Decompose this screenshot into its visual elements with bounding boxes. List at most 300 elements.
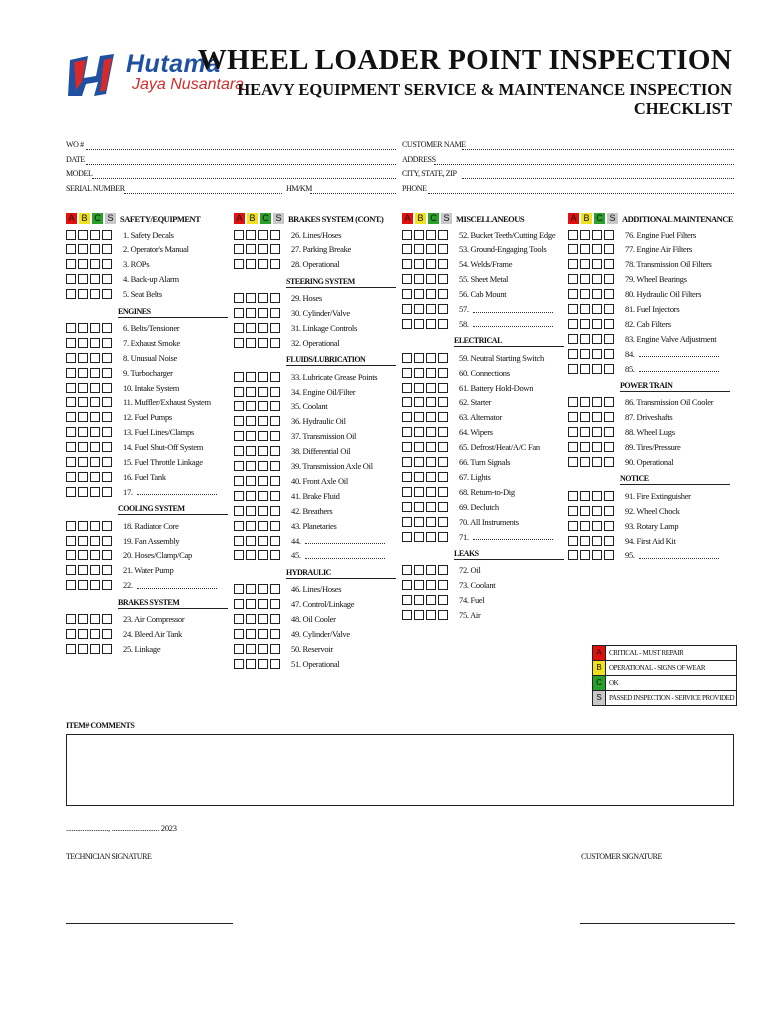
- checkbox-s[interactable]: [438, 595, 448, 605]
- checkbox-s[interactable]: [102, 457, 112, 467]
- blank-entry-line[interactable]: [305, 552, 385, 559]
- checkbox-s[interactable]: [270, 476, 280, 486]
- checkbox-s[interactable]: [604, 230, 614, 240]
- checkbox-b[interactable]: [414, 244, 424, 254]
- checkbox-a[interactable]: [234, 308, 244, 318]
- checkbox-a[interactable]: [66, 323, 76, 333]
- checkbox-s[interactable]: [270, 323, 280, 333]
- checkbox-a[interactable]: [568, 259, 578, 269]
- checkbox-a[interactable]: [402, 502, 412, 512]
- checkbox-a[interactable]: [402, 517, 412, 527]
- checkbox-a[interactable]: [234, 536, 244, 546]
- address-field[interactable]: [434, 164, 734, 165]
- checkbox-b[interactable]: [246, 401, 256, 411]
- checkbox-b[interactable]: [414, 472, 424, 482]
- blank-entry-line[interactable]: [137, 488, 217, 495]
- checkbox-c[interactable]: [592, 442, 602, 452]
- checkbox-b[interactable]: [78, 368, 88, 378]
- checkbox-c[interactable]: [90, 629, 100, 639]
- checkbox-b[interactable]: [414, 383, 424, 393]
- checkbox-s[interactable]: [270, 244, 280, 254]
- checkbox-c[interactable]: [90, 338, 100, 348]
- checkbox-a[interactable]: [234, 599, 244, 609]
- checkbox-b[interactable]: [246, 259, 256, 269]
- checkbox-s[interactable]: [270, 599, 280, 609]
- checkbox-c[interactable]: [426, 368, 436, 378]
- checkbox-s[interactable]: [270, 293, 280, 303]
- checkbox-c[interactable]: [90, 230, 100, 240]
- checkbox-b[interactable]: [78, 259, 88, 269]
- blank-entry-line[interactable]: [639, 365, 719, 372]
- checkbox-a[interactable]: [66, 427, 76, 437]
- checkbox-c[interactable]: [258, 372, 268, 382]
- checkbox-a[interactable]: [234, 431, 244, 441]
- checkbox-s[interactable]: [102, 442, 112, 452]
- checkbox-a[interactable]: [568, 304, 578, 314]
- checkbox-b[interactable]: [414, 230, 424, 240]
- checkbox-c[interactable]: [258, 536, 268, 546]
- checkbox-b[interactable]: [246, 476, 256, 486]
- checkbox-s[interactable]: [438, 487, 448, 497]
- checkbox-b[interactable]: [580, 412, 590, 422]
- checkbox-b[interactable]: [580, 457, 590, 467]
- checkbox-b[interactable]: [580, 349, 590, 359]
- checkbox-b[interactable]: [246, 584, 256, 594]
- model-field[interactable]: [92, 178, 396, 179]
- checkbox-c[interactable]: [90, 487, 100, 497]
- checkbox-b[interactable]: [78, 521, 88, 531]
- checkbox-a[interactable]: [234, 387, 244, 397]
- checkbox-s[interactable]: [604, 259, 614, 269]
- checkbox-a[interactable]: [568, 457, 578, 467]
- checkbox-s[interactable]: [270, 308, 280, 318]
- checkbox-s[interactable]: [102, 580, 112, 590]
- blank-entry-line[interactable]: [639, 350, 719, 357]
- checkbox-s[interactable]: [270, 584, 280, 594]
- checkbox-c[interactable]: [592, 397, 602, 407]
- checkbox-a[interactable]: [234, 259, 244, 269]
- checkbox-a[interactable]: [234, 644, 244, 654]
- serial-field[interactable]: [124, 193, 282, 194]
- checkbox-c[interactable]: [258, 584, 268, 594]
- checkbox-c[interactable]: [258, 308, 268, 318]
- checkbox-s[interactable]: [102, 412, 112, 422]
- checkbox-c[interactable]: [592, 259, 602, 269]
- checkbox-a[interactable]: [66, 383, 76, 393]
- checkbox-c[interactable]: [426, 565, 436, 575]
- checkbox-c[interactable]: [90, 536, 100, 546]
- checkbox-c[interactable]: [426, 259, 436, 269]
- checkbox-s[interactable]: [270, 536, 280, 546]
- checkbox-b[interactable]: [580, 442, 590, 452]
- checkbox-c[interactable]: [426, 244, 436, 254]
- checkbox-s[interactable]: [270, 461, 280, 471]
- checkbox-b[interactable]: [580, 427, 590, 437]
- checkbox-b[interactable]: [246, 644, 256, 654]
- checkbox-b[interactable]: [414, 502, 424, 512]
- checkbox-c[interactable]: [90, 457, 100, 467]
- checkbox-b[interactable]: [246, 372, 256, 382]
- checkbox-s[interactable]: [270, 338, 280, 348]
- checkbox-b[interactable]: [414, 319, 424, 329]
- checkbox-s[interactable]: [604, 319, 614, 329]
- checkbox-a[interactable]: [66, 580, 76, 590]
- checkbox-s[interactable]: [102, 338, 112, 348]
- checkbox-a[interactable]: [66, 353, 76, 363]
- checkbox-a[interactable]: [568, 289, 578, 299]
- checkbox-c[interactable]: [426, 442, 436, 452]
- checkbox-s[interactable]: [270, 446, 280, 456]
- checkbox-a[interactable]: [568, 427, 578, 437]
- checkbox-a[interactable]: [402, 304, 412, 314]
- checkbox-a[interactable]: [66, 565, 76, 575]
- checkbox-b[interactable]: [580, 304, 590, 314]
- customer-signature-line[interactable]: [580, 923, 735, 924]
- checkbox-b[interactable]: [78, 427, 88, 437]
- checkbox-a[interactable]: [402, 230, 412, 240]
- checkbox-s[interactable]: [270, 644, 280, 654]
- checkbox-s[interactable]: [604, 506, 614, 516]
- checkbox-b[interactable]: [414, 427, 424, 437]
- blank-entry-line[interactable]: [305, 537, 385, 544]
- checkbox-c[interactable]: [258, 387, 268, 397]
- checkbox-b[interactable]: [246, 416, 256, 426]
- checkbox-c[interactable]: [90, 397, 100, 407]
- checkbox-s[interactable]: [604, 536, 614, 546]
- checkbox-a[interactable]: [568, 364, 578, 374]
- checkbox-c[interactable]: [90, 244, 100, 254]
- checkbox-b[interactable]: [78, 472, 88, 482]
- checkbox-b[interactable]: [78, 550, 88, 560]
- checkbox-b[interactable]: [78, 580, 88, 590]
- checkbox-a[interactable]: [568, 319, 578, 329]
- checkbox-a[interactable]: [66, 230, 76, 240]
- checkbox-a[interactable]: [402, 427, 412, 437]
- checkbox-b[interactable]: [78, 244, 88, 254]
- checkbox-s[interactable]: [604, 349, 614, 359]
- checkbox-a[interactable]: [66, 536, 76, 546]
- checkbox-b[interactable]: [580, 491, 590, 501]
- phone-field[interactable]: [428, 193, 734, 194]
- checkbox-a[interactable]: [402, 472, 412, 482]
- checkbox-s[interactable]: [438, 274, 448, 284]
- checkbox-b[interactable]: [78, 442, 88, 452]
- checkbox-b[interactable]: [580, 397, 590, 407]
- checkbox-b[interactable]: [246, 461, 256, 471]
- checkbox-b[interactable]: [580, 230, 590, 240]
- checkbox-s[interactable]: [102, 521, 112, 531]
- checkbox-s[interactable]: [438, 532, 448, 542]
- checkbox-a[interactable]: [66, 457, 76, 467]
- checkbox-a[interactable]: [568, 349, 578, 359]
- checkbox-b[interactable]: [78, 397, 88, 407]
- checkbox-b[interactable]: [414, 610, 424, 620]
- checkbox-a[interactable]: [234, 244, 244, 254]
- checkbox-c[interactable]: [592, 412, 602, 422]
- checkbox-s[interactable]: [438, 230, 448, 240]
- checkbox-b[interactable]: [580, 364, 590, 374]
- checkbox-c[interactable]: [258, 338, 268, 348]
- checkbox-s[interactable]: [438, 383, 448, 393]
- checkbox-c[interactable]: [426, 517, 436, 527]
- checkbox-b[interactable]: [246, 244, 256, 254]
- checkbox-a[interactable]: [234, 372, 244, 382]
- checkbox-c[interactable]: [258, 506, 268, 516]
- checkbox-a[interactable]: [568, 521, 578, 531]
- checkbox-a[interactable]: [234, 584, 244, 594]
- checkbox-b[interactable]: [78, 412, 88, 422]
- checkbox-c[interactable]: [258, 259, 268, 269]
- blank-entry-line[interactable]: [639, 552, 719, 559]
- checkbox-b[interactable]: [414, 565, 424, 575]
- checkbox-b[interactable]: [580, 319, 590, 329]
- checkbox-c[interactable]: [426, 383, 436, 393]
- checkbox-s[interactable]: [438, 304, 448, 314]
- checkbox-a[interactable]: [568, 412, 578, 422]
- checkbox-b[interactable]: [78, 338, 88, 348]
- checkbox-a[interactable]: [402, 319, 412, 329]
- checkbox-b[interactable]: [78, 383, 88, 393]
- checkbox-c[interactable]: [426, 427, 436, 437]
- checkbox-s[interactable]: [604, 304, 614, 314]
- checkbox-s[interactable]: [270, 416, 280, 426]
- checkbox-c[interactable]: [258, 521, 268, 531]
- checkbox-s[interactable]: [604, 521, 614, 531]
- checkbox-c[interactable]: [258, 461, 268, 471]
- checkbox-b[interactable]: [78, 323, 88, 333]
- checkbox-s[interactable]: [102, 550, 112, 560]
- hmkm-field[interactable]: [310, 193, 396, 194]
- checkbox-s[interactable]: [270, 491, 280, 501]
- checkbox-s[interactable]: [438, 353, 448, 363]
- checkbox-c[interactable]: [258, 401, 268, 411]
- checkbox-c[interactable]: [426, 610, 436, 620]
- checkbox-a[interactable]: [402, 259, 412, 269]
- checkbox-c[interactable]: [90, 427, 100, 437]
- checkbox-c[interactable]: [592, 319, 602, 329]
- checkbox-b[interactable]: [414, 368, 424, 378]
- checkbox-c[interactable]: [592, 457, 602, 467]
- checkbox-c[interactable]: [426, 397, 436, 407]
- checkbox-c[interactable]: [426, 532, 436, 542]
- checkbox-a[interactable]: [402, 610, 412, 620]
- checkbox-c[interactable]: [592, 521, 602, 531]
- checkbox-c[interactable]: [592, 274, 602, 284]
- checkbox-s[interactable]: [270, 659, 280, 669]
- wo-field[interactable]: [86, 149, 396, 150]
- checkbox-a[interactable]: [66, 629, 76, 639]
- checkbox-a[interactable]: [402, 595, 412, 605]
- checkbox-b[interactable]: [414, 353, 424, 363]
- checkbox-s[interactable]: [270, 629, 280, 639]
- checkbox-a[interactable]: [568, 334, 578, 344]
- checkbox-s[interactable]: [102, 230, 112, 240]
- checkbox-s[interactable]: [102, 274, 112, 284]
- checkbox-c[interactable]: [258, 244, 268, 254]
- checkbox-b[interactable]: [246, 387, 256, 397]
- checkbox-c[interactable]: [592, 427, 602, 437]
- checkbox-b[interactable]: [414, 289, 424, 299]
- checkbox-b[interactable]: [246, 308, 256, 318]
- checkbox-c[interactable]: [90, 274, 100, 284]
- checkbox-s[interactable]: [102, 383, 112, 393]
- checkbox-b[interactable]: [78, 644, 88, 654]
- checkbox-b[interactable]: [580, 244, 590, 254]
- checkbox-b[interactable]: [246, 521, 256, 531]
- checkbox-b[interactable]: [580, 334, 590, 344]
- checkbox-c[interactable]: [90, 289, 100, 299]
- checkbox-s[interactable]: [604, 289, 614, 299]
- checkbox-a[interactable]: [234, 338, 244, 348]
- city-field[interactable]: [462, 178, 734, 179]
- checkbox-a[interactable]: [234, 521, 244, 531]
- checkbox-b[interactable]: [580, 550, 590, 560]
- blank-entry-line[interactable]: [473, 320, 553, 327]
- checkbox-a[interactable]: [66, 274, 76, 284]
- checkbox-b[interactable]: [414, 304, 424, 314]
- checkbox-s[interactable]: [438, 289, 448, 299]
- checkbox-c[interactable]: [258, 491, 268, 501]
- checkbox-b[interactable]: [246, 446, 256, 456]
- checkbox-s[interactable]: [270, 387, 280, 397]
- checkbox-s[interactable]: [604, 442, 614, 452]
- checkbox-b[interactable]: [246, 599, 256, 609]
- checkbox-c[interactable]: [258, 446, 268, 456]
- checkbox-c[interactable]: [90, 323, 100, 333]
- checkbox-a[interactable]: [402, 368, 412, 378]
- checkbox-s[interactable]: [438, 259, 448, 269]
- checkbox-s[interactable]: [438, 442, 448, 452]
- checkbox-c[interactable]: [426, 412, 436, 422]
- checkbox-b[interactable]: [246, 230, 256, 240]
- checkbox-a[interactable]: [568, 244, 578, 254]
- checkbox-s[interactable]: [438, 517, 448, 527]
- checkbox-c[interactable]: [90, 368, 100, 378]
- checkbox-c[interactable]: [592, 244, 602, 254]
- checkbox-s[interactable]: [438, 244, 448, 254]
- checkbox-a[interactable]: [66, 442, 76, 452]
- checkbox-a[interactable]: [234, 506, 244, 516]
- checkbox-a[interactable]: [568, 230, 578, 240]
- checkbox-c[interactable]: [90, 442, 100, 452]
- checkbox-a[interactable]: [66, 289, 76, 299]
- checkbox-a[interactable]: [402, 274, 412, 284]
- checkbox-s[interactable]: [438, 580, 448, 590]
- checkbox-b[interactable]: [414, 517, 424, 527]
- checkbox-c[interactable]: [258, 614, 268, 624]
- checkbox-a[interactable]: [234, 230, 244, 240]
- checkbox-s[interactable]: [102, 472, 112, 482]
- checkbox-c[interactable]: [592, 536, 602, 546]
- checkbox-c[interactable]: [426, 353, 436, 363]
- checkbox-c[interactable]: [426, 289, 436, 299]
- checkbox-b[interactable]: [414, 595, 424, 605]
- checkbox-c[interactable]: [592, 289, 602, 299]
- checkbox-a[interactable]: [66, 259, 76, 269]
- blank-entry-line[interactable]: [473, 533, 553, 540]
- checkbox-a[interactable]: [234, 323, 244, 333]
- checkbox-s[interactable]: [270, 372, 280, 382]
- checkbox-a[interactable]: [66, 550, 76, 560]
- checkbox-s[interactable]: [270, 550, 280, 560]
- checkbox-c[interactable]: [90, 580, 100, 590]
- checkbox-a[interactable]: [568, 442, 578, 452]
- checkbox-s[interactable]: [604, 491, 614, 501]
- checkbox-c[interactable]: [592, 304, 602, 314]
- checkbox-a[interactable]: [66, 521, 76, 531]
- comments-box[interactable]: [66, 734, 734, 806]
- date-line[interactable]: ......................., .......................... 2023: [66, 823, 177, 833]
- checkbox-a[interactable]: [234, 416, 244, 426]
- checkbox-s[interactable]: [438, 427, 448, 437]
- checkbox-b[interactable]: [414, 532, 424, 542]
- checkbox-s[interactable]: [270, 259, 280, 269]
- checkbox-c[interactable]: [426, 472, 436, 482]
- checkbox-c[interactable]: [258, 599, 268, 609]
- technician-signature-line[interactable]: [66, 923, 233, 924]
- checkbox-c[interactable]: [90, 521, 100, 531]
- checkbox-s[interactable]: [102, 644, 112, 654]
- checkbox-s[interactable]: [604, 364, 614, 374]
- checkbox-a[interactable]: [234, 614, 244, 624]
- checkbox-a[interactable]: [402, 457, 412, 467]
- checkbox-s[interactable]: [102, 614, 112, 624]
- checkbox-b[interactable]: [78, 629, 88, 639]
- checkbox-a[interactable]: [402, 532, 412, 542]
- checkbox-b[interactable]: [580, 506, 590, 516]
- checkbox-c[interactable]: [90, 259, 100, 269]
- checkbox-s[interactable]: [438, 610, 448, 620]
- checkbox-b[interactable]: [414, 580, 424, 590]
- checkbox-b[interactable]: [580, 536, 590, 546]
- checkbox-c[interactable]: [258, 431, 268, 441]
- checkbox-b[interactable]: [414, 274, 424, 284]
- checkbox-b[interactable]: [246, 506, 256, 516]
- checkbox-s[interactable]: [438, 502, 448, 512]
- checkbox-b[interactable]: [580, 274, 590, 284]
- checkbox-c[interactable]: [592, 550, 602, 560]
- checkbox-a[interactable]: [66, 644, 76, 654]
- checkbox-a[interactable]: [568, 491, 578, 501]
- checkbox-s[interactable]: [604, 334, 614, 344]
- checkbox-a[interactable]: [402, 244, 412, 254]
- checkbox-b[interactable]: [246, 431, 256, 441]
- blank-entry-line[interactable]: [473, 306, 553, 313]
- checkbox-b[interactable]: [580, 289, 590, 299]
- checkbox-s[interactable]: [102, 353, 112, 363]
- checkbox-c[interactable]: [426, 274, 436, 284]
- checkbox-c[interactable]: [426, 304, 436, 314]
- checkbox-c[interactable]: [90, 383, 100, 393]
- checkbox-a[interactable]: [66, 368, 76, 378]
- checkbox-c[interactable]: [258, 644, 268, 654]
- checkbox-c[interactable]: [90, 614, 100, 624]
- checkbox-c[interactable]: [258, 323, 268, 333]
- checkbox-b[interactable]: [414, 412, 424, 422]
- checkbox-a[interactable]: [66, 614, 76, 624]
- checkbox-b[interactable]: [246, 293, 256, 303]
- checkbox-b[interactable]: [246, 629, 256, 639]
- checkbox-c[interactable]: [90, 550, 100, 560]
- checkbox-s[interactable]: [604, 427, 614, 437]
- checkbox-b[interactable]: [78, 353, 88, 363]
- checkbox-b[interactable]: [246, 338, 256, 348]
- checkbox-s[interactable]: [102, 629, 112, 639]
- checkbox-c[interactable]: [592, 491, 602, 501]
- checkbox-b[interactable]: [246, 491, 256, 501]
- checkbox-c[interactable]: [426, 580, 436, 590]
- checkbox-s[interactable]: [102, 427, 112, 437]
